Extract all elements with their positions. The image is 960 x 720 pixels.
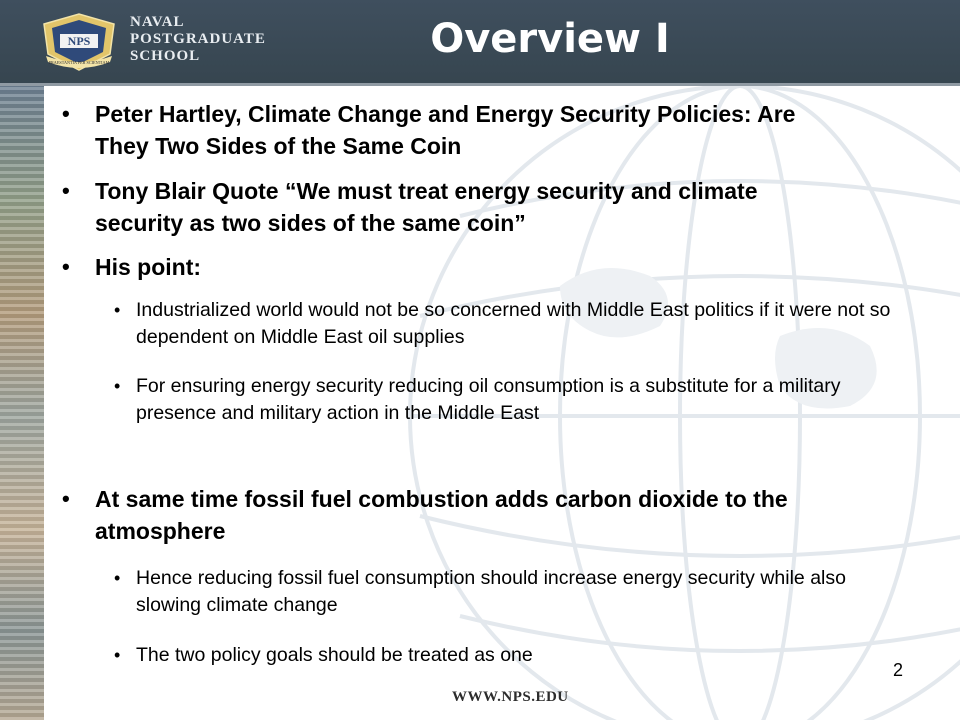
bullet-text: For ensuring energy security reducing oil consumption is a substitute for a military presence and military action in the Middle East	[136, 375, 841, 424]
bullet-dot-icon: •	[114, 376, 121, 396]
bullet-item	[62, 483, 922, 549]
bullet-dot-icon: •	[62, 486, 70, 511]
bullet-dot-icon: •	[62, 254, 70, 279]
bullet-text: The two policy goals should be treated as one	[136, 644, 533, 666]
page-number: 2	[893, 660, 904, 680]
bullet-text: Peter Hartley, Climate Change and Energy Security Policies: Are They Two Sides of the Same Coin	[95, 101, 796, 159]
bullet-item	[62, 251, 842, 285]
bullet-text: Industrialized world would not be so concerned with Middle East politics if it were not so dependent on Middle East oil supplies	[136, 299, 891, 348]
bullet-dot-icon: •	[114, 300, 121, 320]
crest-motto: PRAESTANTIA PER SCIENTIAM	[48, 60, 110, 65]
bullet-dot-icon: •	[62, 101, 70, 126]
bullet-dot-icon: •	[114, 568, 121, 588]
institution-line: NAVAL	[130, 14, 185, 30]
sub-bullet-item	[114, 642, 914, 672]
bullet-item	[62, 98, 842, 164]
bullet-item	[62, 175, 842, 241]
bullet-dot-icon: •	[62, 178, 70, 203]
bullet-text: Tony Blair Quote “We must treat energy security and climate security as two sides of the same coin”	[95, 178, 758, 236]
institution-line: POSTGRADUATE	[130, 31, 266, 47]
slide-title: Overview I	[430, 16, 670, 62]
institution-line: SCHOOL	[130, 48, 201, 64]
bullet-text: At same time fossil fuel combustion adds carbon dioxide to the atmosphere	[95, 486, 788, 544]
sub-bullet-item	[114, 297, 914, 355]
sub-bullet-item	[114, 565, 914, 623]
bullet-text: Hence reducing fossil fuel consumption should increase energy security while also slowing climate change	[136, 567, 846, 616]
footer-url: WWW.NPS.EDU	[452, 689, 569, 705]
sub-bullet-item	[114, 373, 914, 457]
bullet-text: His point:	[95, 254, 202, 280]
crest-text: NPS	[67, 34, 91, 48]
bullet-dot-icon: •	[114, 645, 121, 665]
